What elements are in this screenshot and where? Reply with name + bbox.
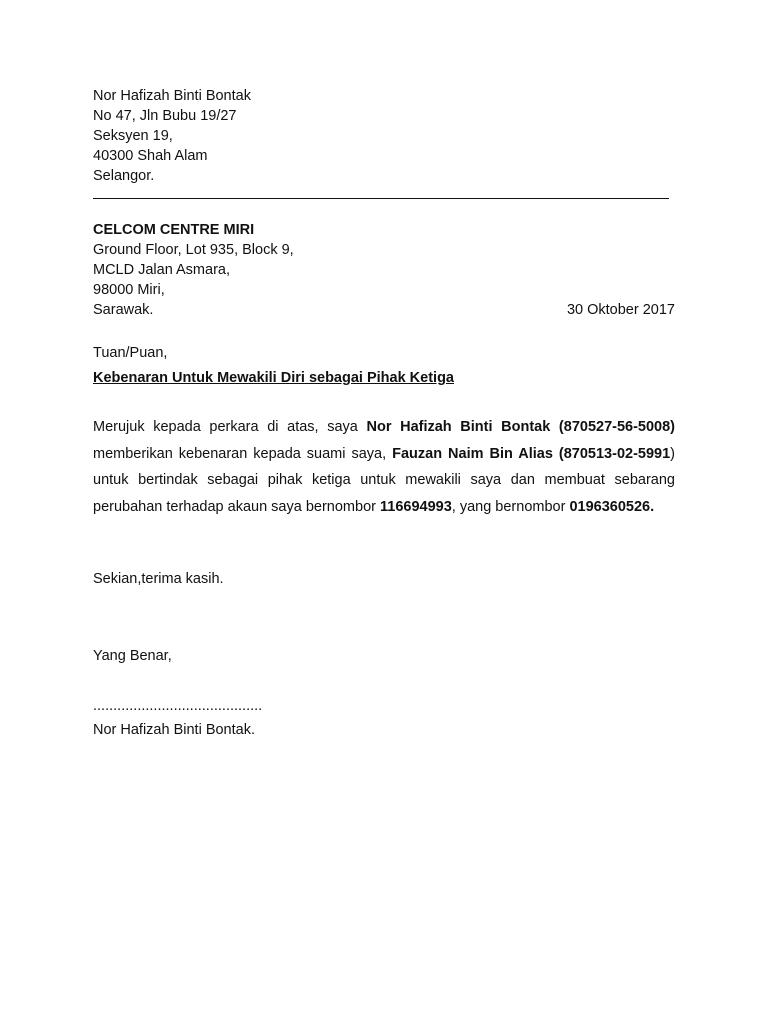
letter-body (93, 414, 675, 520)
phone-number: 0196360526. (569, 498, 655, 515)
sender-address-line: No 47, Jln Bubu 19/27 (93, 108, 237, 124)
letter-subject: Kebenaran Untuk Mewakili Diri sebagai Pihak Ketiga (93, 370, 454, 386)
applicant-name: Nor Hafizah Binti Bontak (870527-56-5008) (366, 419, 676, 435)
sender-address-line: Seksyen 19, (93, 128, 173, 144)
recipient-name: CELCOM CENTRE MIRI (93, 222, 255, 238)
salutation: Tuan/Puan, (93, 345, 168, 361)
letter-date: 30 Oktober 2017 (566, 302, 675, 318)
recipient-last-line (93, 300, 675, 320)
divider-line (93, 198, 669, 199)
sender-address-line: 40300 Shah Alam (93, 148, 208, 164)
recipient-address (93, 220, 675, 320)
account-number: 116694993 (379, 498, 452, 515)
signer-name: Nor Hafizah Binti Bontak. (93, 722, 255, 738)
signature-line: .......................................... (93, 698, 263, 714)
closing: Sekian,terima kasih. (93, 571, 224, 587)
body-text: Merujuk kepada perkara di atas, saya (93, 419, 367, 435)
recipient-address-line: MCLD Jalan Asmara, (93, 262, 230, 278)
regards: Yang Benar, (93, 648, 172, 664)
body-text: , yang bernombor (451, 498, 570, 515)
sender-address-line: Selangor. (93, 168, 155, 184)
recipient-address-line: Sarawak. (93, 302, 154, 318)
representative-name: Fauzan Naim Bin Alias (870513-02-5991 (392, 445, 671, 462)
body-text: memberikan kebenaran kepada suami saya, (93, 445, 393, 462)
body-text: ) untuk bertindak sebagai pihak ketiga untuk mewakili saya dan membuat sebarang perubahan terhadap akaun saya bernombor (93, 445, 675, 515)
sender-address (93, 86, 251, 186)
recipient-address-line: 98000 Miri, (93, 282, 165, 298)
sender-name: Nor Hafizah Binti Bontak (93, 88, 251, 104)
recipient-address-line: Ground Floor, Lot 935, Block 9, (93, 242, 294, 258)
